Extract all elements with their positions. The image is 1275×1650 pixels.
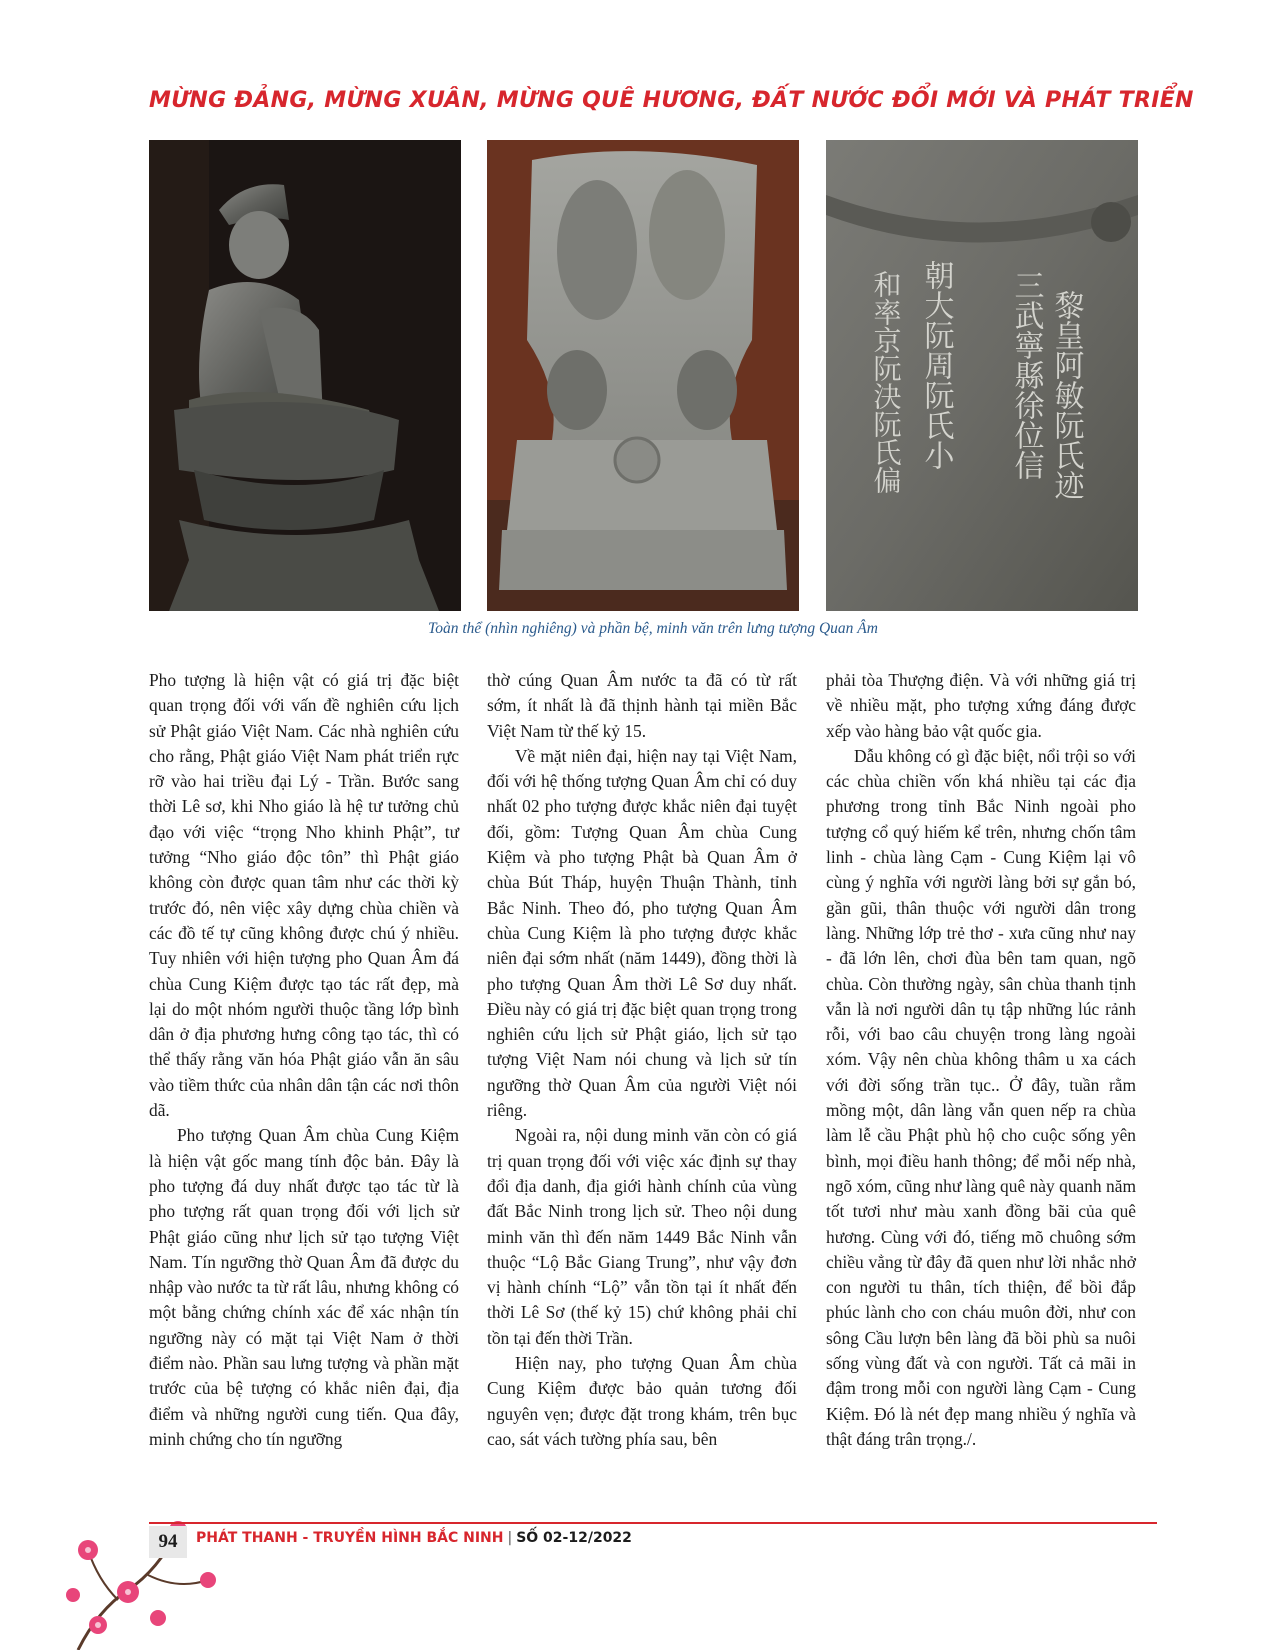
inscription-column-3: 朝大阮周阮氏小 [918,260,954,470]
pedestal-illustration [487,140,799,611]
paragraph: Dẫu không có gì đặc biệt, nổi trội so với các chùa chiền vốn khá nhiều tại các địa phương trong tỉnh Bắc Ninh ngoài pho tượng cổ quý hiếm kể trên, nhưng chốn tâm linh - chùa làng Cạm - Cung Kiệm lại vô cùng ý nghĩa với người làng bởi sự gắn bó, gần gũi, thân thuộc với người dân trong làng. Những lớp trẻ thơ - xưa cũng như nay - đã lớn lên, chơi đùa bên tam quan, ngõ chùa. Còn thường ngày, sân chùa thanh tịnh vẫn là nơi người dân tụ tập những lúc rảnh rỗi, với bao câu chuyện trong làng ngoài xóm. Vậy nên chùa không thâm u xa cách với đời sống trần tục.. Ở đây, tuần rằm mồng một, dân làng vẫn quen nếp ra chùa làm lễ cầu Phật phù hộ cho cuộc sống yên bình, mọi điều hanh thông; để mỗi nếp nhà, ngõ xóm, cũng như làng quê này quanh năm tốt tươi như màu xanh đồng bãi của quê hương. Cùng với đó, tiếng mõ chuông sớm chiều vẳng từ đây đã quen như lời nhắc nhở con người tu thân, tích thiện, để bồi đắp phúc lành cho con cháu muôn đời, như con sông Cầu lượn bên làng đã bồi phù sa nuôi sống vùng đất và con người. Tất cả mãi in đậm trong mỗi con người làng Cạm - Cung Kiệm. Đó là nét đẹp mang nhiều ý nghĩa và thật đáng trân trọng./. [826,745,1136,1449]
paragraph: Hiện nay, pho tượng Quan Âm chùa Cung Kiệm được bảo quản tương đối nguyên vẹn; được đặt trong khám, trên bục cao, sát vách tường phía sau, bên [487,1353,797,1449]
inscription-column-4: 和率京阮決阮氏偏 [869,270,903,494]
statue-side-illustration [149,140,461,611]
paragraph: Pho tượng Quan Âm chùa Cung Kiệm là hiện vật gốc mang tính độc bản. Đây là pho tượng đá duy nhất được tạo tác từ là pho tượng rất quan trọng đối với lịch sử Phật giáo cũng như lịch sử tạo tượng Việt Nam. Tín ngưỡng thờ Quan Âm đã được du nhập vào nước ta từ rất lâu, nhưng không có một bằng chứng chính xác để xác nhận tín ngưỡng này có mặt tại Việt Nam ở thời điểm nào. Phần sau lưng tượng và phần mặt trước của bệ tượng có khắc niên đại, địa điểm và những người cung tiến. Qua đây, minh chứng cho tín ngưỡng [149,1125,459,1449]
paragraph: Ngoài ra, nội dung minh văn còn có giá trị quan trọng đối với việc xác định sự thay đổi địa danh, địa giới hành chính của vùng đất Bắc Ninh trong lịch sử. Theo nội dung minh văn thì đến năm 1449 Bắc Ninh vẫn thuộc “Lộ Bắc Giang Trung”, như vậy đơn vị hành chính “Lộ” vẫn tồn tại ít nhất đến thời Lê Sơ (thế kỷ 15) chứ không phải chỉ tồn tại đến thời Trần. [487,1125,797,1348]
publication-name: PHÁT THANH - TRUYỀN HÌNH BẮC NINH [196,1530,504,1546]
inscription-illustration [826,140,1138,611]
paragraph: Về mặt niên đại, hiện nay tại Việt Nam, đối với hệ thống tượng Quan Âm chỉ có duy nhất 02 pho tượng được khắc niên đại tuyệt đối, gồm: Tượng Quan Âm chùa Cung Kiệm và pho tượng Phật bà Quan Âm ở chùa Bút Tháp, huyện Thuận Thành, tỉnh Bắc Ninh. Theo đó, pho tượng Quan Âm chùa Cung Kiệm là pho tượng được khắc niên đại sớm nhất (năm 1449), đồng thời là pho tượng Quan Âm thời Lê Sơ duy nhất. Điều này có giá trị đặc biệt quan trọng trong nghiên cứu lịch sử Phật giáo, lịch sử tạo tượng Việt Nam nói chung và lịch sử tín ngưỡng thờ Quan Âm của người Việt nói riêng. [487,745,797,1121]
pedestal-front-photo [487,140,799,611]
article-column-3 [826,668,1136,1452]
inscription-photo [826,140,1138,611]
footer [196,1530,632,1546]
figure-caption: Toàn thể (nhìn nghiêng) và phần bệ, minh văn trên lưng tượng Quan Âm [428,620,878,637]
section-header: MỪNG ĐẢNG, MỪNG XUÂN, MỪNG QUÊ HƯƠNG, ĐẤT NƯỚC ĐỔI MỚI VÀ PHÁT TRIỂN [149,88,1194,113]
article-column-1 [149,668,459,1452]
inscription-column-1: 黎皇阿敏阮氏迹 [1048,290,1084,500]
footer-rule [149,1522,1157,1524]
page-number: 94 [149,1526,187,1558]
paragraph: thờ cúng Quan Âm nước ta đã có từ rất sớm, ít nhất là đã thịnh hành tại miền Bắc Việt Nam từ thế kỷ 15. [487,670,797,741]
footer-separator: | [507,1530,513,1546]
article-column-2 [487,668,797,1452]
statue-side-photo [149,140,461,611]
issue-number: SỐ 02-12/2022 [516,1530,632,1546]
paragraph: phải tòa Thượng điện. Và với những giá trị về nhiều mặt, pho tượng xứng đáng được xếp vào hàng bảo vật quốc gia. [826,670,1136,741]
paragraph: Pho tượng là hiện vật có giá trị đặc biệt quan trọng đối với vấn đề nghiên cứu lịch sử Phật giáo Việt Nam. Các nhà nghiên cứu cho rằng, Phật giáo Việt Nam phát triển rực rỡ vào hai triều đại Lý - Trần. Bước sang thời Lê sơ, khi Nho giáo là hệ tư tưởng chủ đạo với việc “trọng Nho khinh Phật”, tư tưởng “Nho giáo độc tôn” thì Phật giáo không còn được quan tâm như các thời kỳ trước đó, nên việc xây dựng chùa chiền và các đồ tế tự cũng không được chú ý nhiều. Tuy nhiên với hiện tượng pho Quan Âm đá chùa Cung Kiệm được tạo tác rất đẹp, mà lại do một nhóm người thuộc tầng lớp bình dân ở địa phương hưng công tạo tác, thì có thể thấy rằng văn hóa Phật giáo vẫn ăn sâu vào tiềm thức của nhân dân tận các nơi thôn dã. [149,670,459,1121]
inscription-column-2: 三武寧縣徐位信 [1008,270,1044,480]
